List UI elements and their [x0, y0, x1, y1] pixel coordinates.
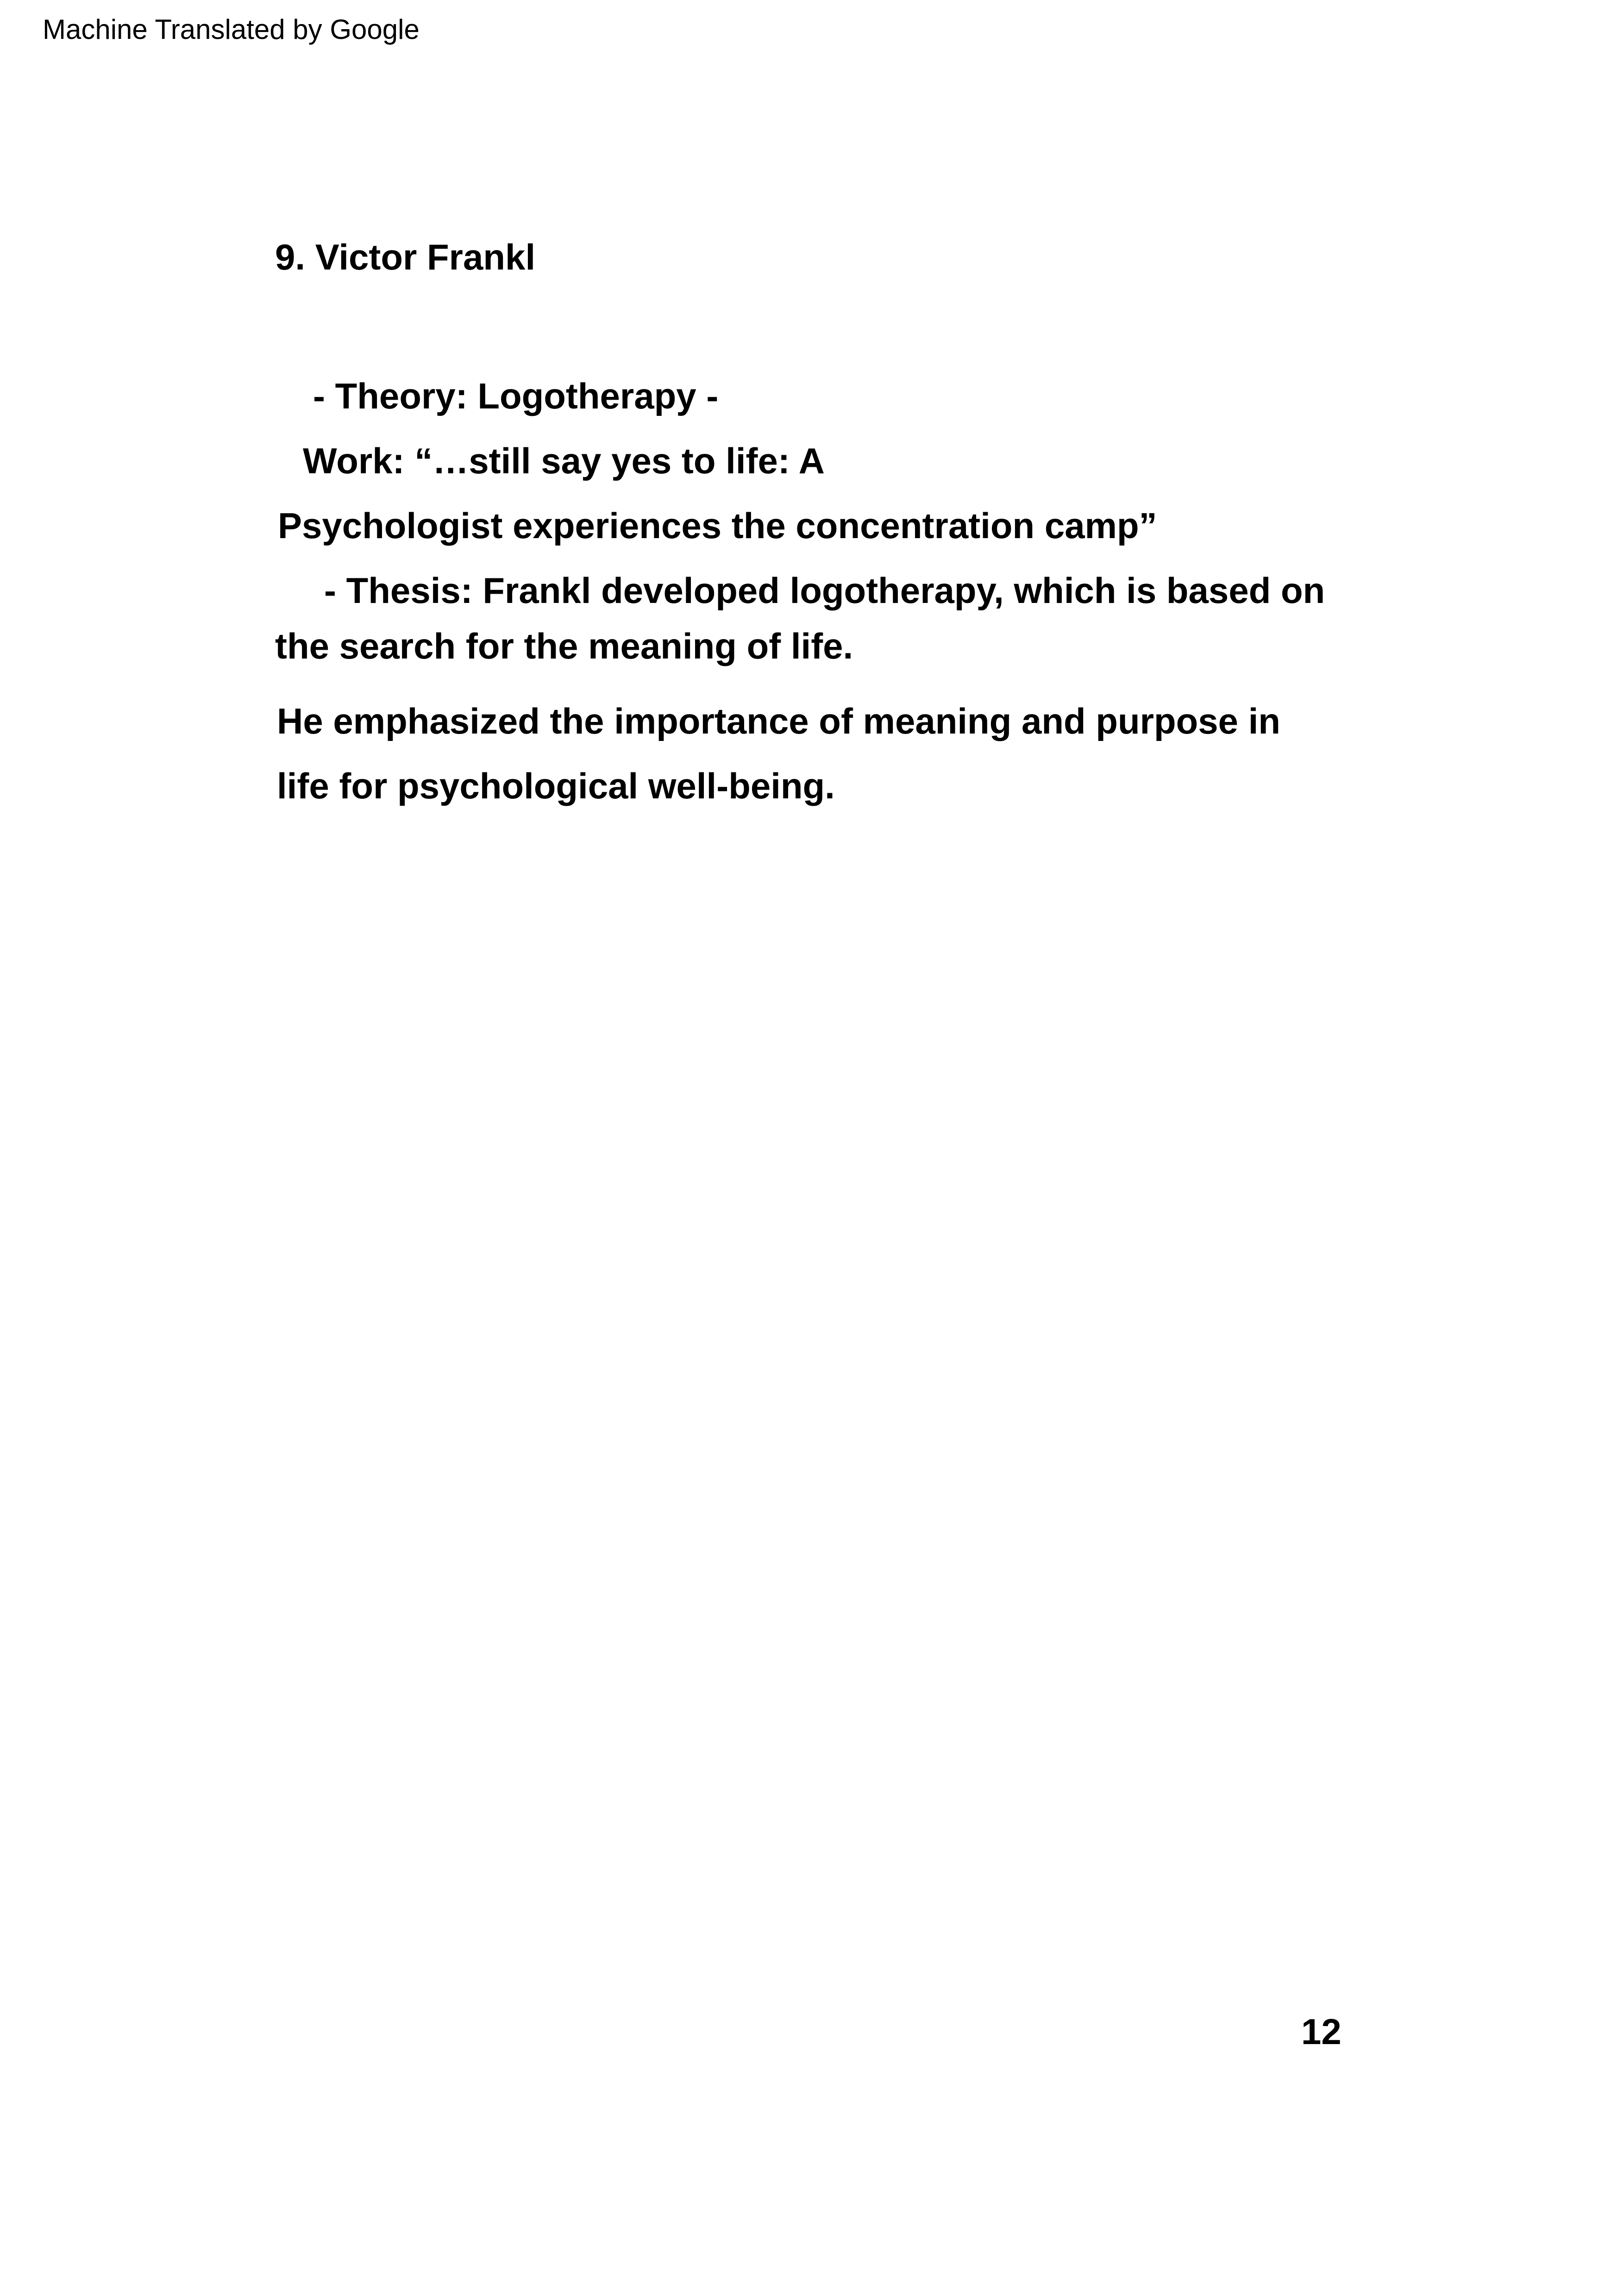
work-title-continuation: Psychologist experiences the concentration camp” [278, 505, 1157, 546]
work-line: Work: “…still say yes to life: A [303, 440, 825, 481]
emphasis-line: He emphasized the importance of meaning and purpose in [277, 701, 1281, 741]
thesis-line: - Thesis: Frankl developed logotherapy, which is based on [324, 570, 1325, 611]
emphasis-continuation: life for psychological well-being. [277, 765, 835, 806]
thesis-continuation: the search for the meaning of life. [275, 626, 853, 666]
page-number: 12 [1301, 2011, 1341, 2052]
section-heading: 9. Victor Frankl [275, 237, 536, 277]
theory-line: - Theory: Logotherapy - [313, 376, 719, 416]
translation-banner: Machine Translated by Google [43, 14, 420, 45]
